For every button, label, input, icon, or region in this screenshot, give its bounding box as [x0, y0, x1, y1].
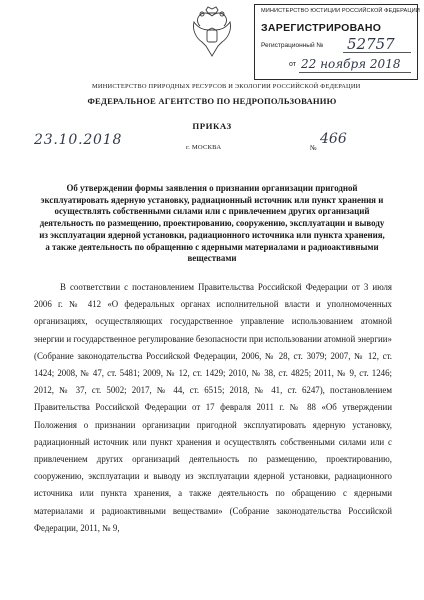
stamp-date-label: от	[289, 61, 296, 68]
state-emblem-icon	[190, 6, 234, 60]
stamp-reg-number: 52757	[347, 35, 395, 53]
stamp-reg-label: Регистрационный №	[261, 42, 324, 49]
ministry-name: МИНИСТЕРСТВО ПРИРОДНЫХ РЕСУРСОВ И ЭКОЛОГИИ РОССИЙСКОЙ ФЕДЕРАЦИИ	[92, 83, 361, 90]
number-sign: №	[310, 144, 317, 152]
document-subject: Об утверждении формы заявления о признании организации пригодной эксплуатировать ядерную установку, радиационный источник или пункт хранения и осуществлять собственными силами или с привлечением других организаций деятельность по размещению, проектированию, сооружению, эксплуатации и выводу из эксплуатации ядерной установки, радиационного источника или пункта хранения, а также деятельность по обращению с ядерными материалами и радиоактивными веществами	[39, 183, 385, 264]
stamp-underline	[343, 52, 411, 53]
body-paragraph: В соответствии с постановлением Правительства Российской Федерации от 3 июля 2006 г. № 412 «О федеральных органах исполнительной власти и уполномоченных организациях, осуществляющих государственное управление использованием атомной энергии и государственное регулирование безопасности при использовании атомной энергии» (Собрание законодательства Российской Федерации, 2006, № 28, ст. 3079; 2007, № 12, ст. 1424; 2008, № 47, ст. 5481; 2009, № 12, ст. 1429; 2010, № 38, ст. 4825; 2011, № 9, ст. 1246; 2012, № 37, ст. 5002; 2017, № 44, ст. 6515; 2018, № 41, ст. 6247), постановлением Правительства Российской Федерации от 17 февраля 2011 г. № 88 «Об утверждении Положения о признании организации пригодной эксплуатировать ядерную установку, радиационный источник или пункт хранения и осуществлять собственными силами или с привлечением других организаций деятельность по размещению, проектированию, сооружению, эксплуатации и выводу из эксплуатации ядерной установки, радиационного источника или пункта хранения, а также деятельность по обращению с ядерными материалами и радиоактивными веществами» (Собрание законодательства Российской Федерации, 2011, № 9,	[34, 282, 392, 533]
order-date: 23.10.2018	[34, 132, 123, 148]
document-type: ПРИКАЗ	[192, 121, 232, 131]
stamp-title: ЗАРЕГИСТРИРОВАНО	[261, 22, 382, 34]
order-number: 466	[320, 131, 347, 147]
registration-stamp	[254, 4, 418, 80]
stamp-underline	[299, 72, 411, 73]
agency-name: ФЕДЕРАЛЬНОЕ АГЕНТСТВО ПО НЕДРОПОЛЬЗОВАНИЮ	[87, 96, 337, 106]
stamp-header: МИНИСТЕРСТВО ЮСТИЦИИ РОССИЙСКОЙ ФЕДЕРАЦИИ	[261, 8, 420, 14]
city: г. МОСКВА	[186, 144, 222, 151]
stamp-date-value: 22 ноября 2018	[301, 57, 401, 71]
